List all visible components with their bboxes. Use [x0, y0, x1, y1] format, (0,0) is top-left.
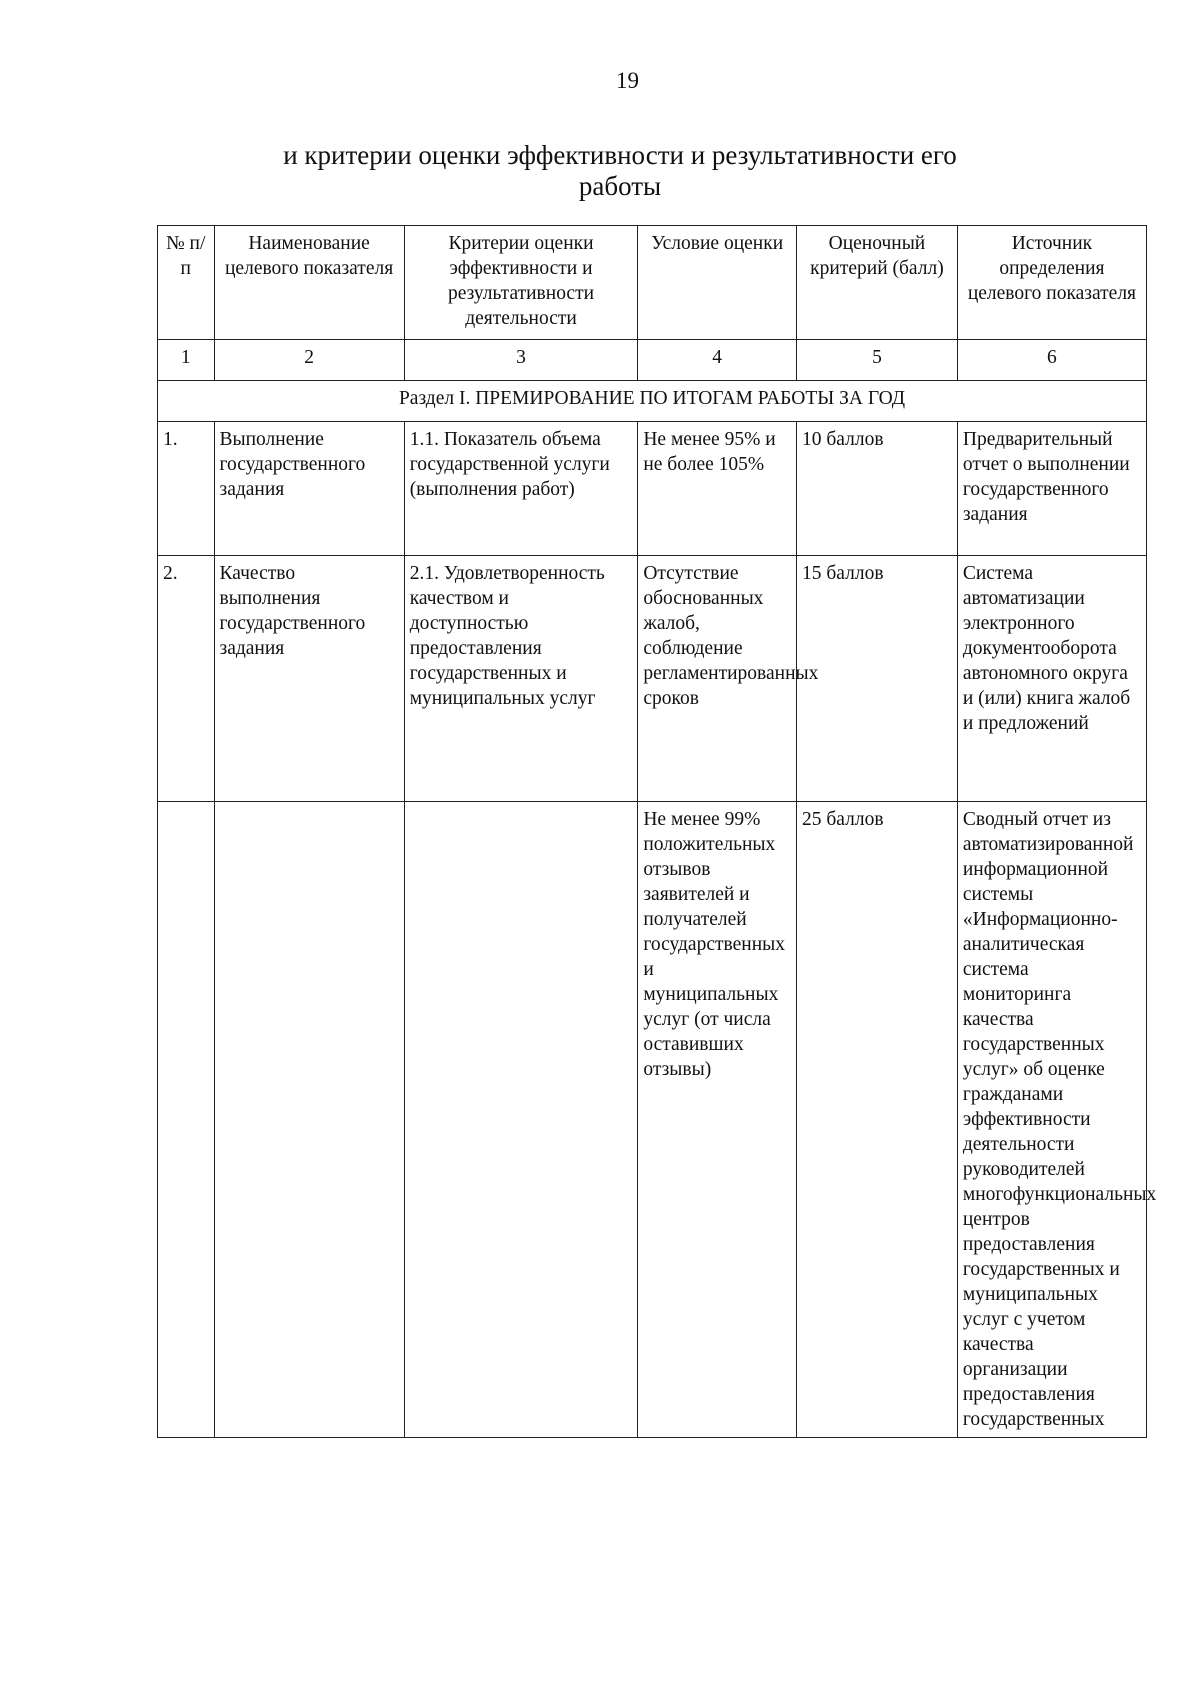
criteria-text: 2.1. Удовлетворенность качеством и доступностью предоставления государственных и муниципальных услуг — [404, 556, 638, 802]
score-text: 10 баллов — [797, 422, 958, 556]
header-condition: Условие оценки — [638, 226, 797, 340]
document-title — [220, 140, 1020, 202]
header-num: № п/п — [158, 226, 215, 340]
section-title: Раздел I. ПРЕМИРОВАНИЕ ПО ИТОГАМ РАБОТЫ ЗА ГОД — [158, 381, 1147, 422]
title-line-1: и критерии оценки эффективности и результативности его — [283, 140, 957, 170]
page-number: 19 — [616, 68, 639, 93]
score-text: 25 баллов — [797, 802, 958, 1438]
indicator-name: Выполнение государственного задания — [214, 422, 404, 556]
indicator-name: Качество выполнения государственного задания — [214, 556, 404, 802]
condition-text: Не менее 95% и не более 105% — [638, 422, 797, 556]
column-number: 4 — [638, 340, 797, 381]
table-header-row — [158, 226, 1147, 340]
header-score: Оценочный критерий (балл) — [797, 226, 958, 340]
column-numbers-row — [158, 340, 1147, 381]
score-text: 15 баллов — [797, 556, 958, 802]
row-number: 2. — [158, 556, 215, 802]
criteria-text: 1.1. Показатель объема государственной услуги (выполнения работ) — [404, 422, 638, 556]
empty-cell — [404, 802, 638, 1438]
empty-cell — [214, 802, 404, 1438]
column-number: 6 — [957, 340, 1146, 381]
header-source: Источник определения целевого показателя — [957, 226, 1146, 340]
empty-cell — [158, 802, 215, 1438]
source-text: Сводный отчет из автоматизированной информационной системы «Информационно-аналитическая система мониторинга качества государственных услуг» об оценке гражданами эффективности деятельности руководителей многофункциональных центров предоставления государственных и муниципальных услуг с учетом качества организации предоставления государственных — [957, 802, 1146, 1438]
row-number: 1. — [158, 422, 215, 556]
header-indicator-name: Наименование целевого показателя — [214, 226, 404, 340]
table-row — [158, 422, 1147, 556]
column-number: 2 — [214, 340, 404, 381]
table-row — [158, 802, 1147, 1438]
criteria-table — [157, 225, 1157, 1438]
condition-text: Не менее 99% положительных отзывов заявителей и получателей государственных и муниципальных услуг (от числа оставивших отзывы) — [638, 802, 797, 1438]
source-text: Предварительный отчет о выполнении государственного задания — [957, 422, 1146, 556]
column-number: 5 — [797, 340, 958, 381]
header-criteria: Критерии оценки эффективности и результативности деятельности — [404, 226, 638, 340]
column-number: 1 — [158, 340, 215, 381]
column-number: 3 — [404, 340, 638, 381]
title-line-2: работы — [578, 171, 662, 201]
condition-text: Отсутствие обоснованных жалоб, соблюдение регламентированных сроков — [638, 556, 797, 802]
table-row — [158, 556, 1147, 802]
section-row — [158, 381, 1147, 422]
source-text: Система автоматизации электронного документооборота автономного округа и (или) книга жалоб и предложений — [957, 556, 1146, 802]
